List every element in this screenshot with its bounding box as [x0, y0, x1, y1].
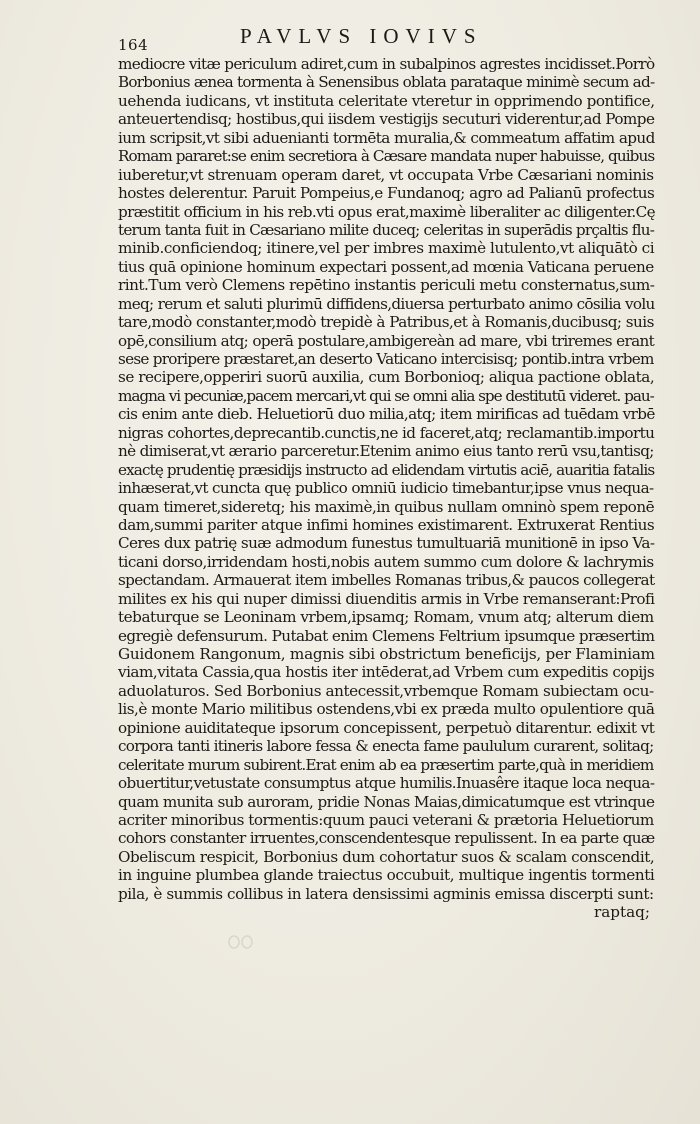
text-line: obuertitur,vetustate consumptus atque humilis.Inuasêre itaque loca nequa- — [118, 774, 655, 793]
text-line: nè dimiserat,vt ærario parceretur.Etenim animo eius tanto rerū vsu,tantisq; — [118, 442, 654, 461]
text-line: opinione auiditateque ipsorum concepissent, perpetuò ditarentur. edixit vt — [118, 718, 655, 737]
text-line: ium scripsit,vt sibi aduenianti tormēta muralia,& commeatum affatim apud — [118, 128, 655, 147]
text-line: nigras cohortes,deprecantib.cunctis,ne id faceret,atq; reclamantib.importu — [118, 423, 655, 442]
text-line: meq; rerum et saluti plurimū diffidens,diuersa perturbato animo cōsilia volu — [118, 294, 655, 313]
text-line: Borbonius ænea tormenta à Senensibus oblata parataque minimè secum ad- — [118, 73, 655, 92]
text-line: quam munita sub auroram, pridie Nonas Maias,dimicatumque est vtrinque — [118, 792, 655, 811]
text-line: exactę prudentię præsidijs instructo ad elidendam virtutis aciē, auaritia fatalis — [118, 460, 655, 479]
text-line: corpora tanti itineris labore fessa & enecta fame paululum curarent, solitaq; — [118, 737, 654, 756]
text-line: minib.conficiendoq; itinere,vel per imbres maximè lutulento,vt aliquātò ci — [118, 239, 655, 258]
text-line: hostes delerentur. Paruit Pompeius,e Fundanoq; agro ad Palianū profectus — [118, 184, 655, 203]
running-title: PAVLVS IOVIVS — [240, 24, 483, 48]
text-line: egregiè defensurum. Putabat enim Clemens Feltrium ipsumque præsertim — [118, 626, 655, 645]
text-line: acriter minoribus tormentis:quum pauci veterani & prætoria Heluetiorum — [118, 810, 654, 829]
text-line: tius quā opinione hominum expectari possent,ad mœnia Vaticana peruene — [118, 257, 654, 276]
text-line: mediocre vitæ periculum adiret,cum in subalpinos agrestes incidisset.Porrò — [118, 55, 655, 73]
text-line: tare,modò constanter,modò trepidè à Patribus,et à Romanis,ducibusq; suis — [118, 313, 654, 332]
text-line: quam timeret,sideretq; his maximè,in quibus nullam omninò spem reponē — [118, 497, 655, 516]
text-line: Romam pararet:se enim secretiora à Cæsare mandata nuper habuisse, quibus — [118, 147, 655, 166]
running-head — [118, 24, 698, 54]
text-line: opē,consilium atq; operā postulare,ambigereàn ad mare, vbi triremes erant — [118, 331, 655, 350]
text-line: sese proripere præstaret,an deserto Vaticano intercisisq; pontib.intra vrbem — [118, 350, 654, 368]
text-line: aduolaturos. Sed Borbonius antecessit,vrbemque Romam subiectam ocu- — [118, 681, 654, 700]
text-line: magna vi pecuniæ,pacem mercari,vt qui se omni alia spe destitutū videret. pau- — [118, 386, 654, 405]
text-line: præstitit officium in his reb.vti opus erat,maximè liberaliter ac diligenter.Cę — [118, 202, 655, 221]
text-line: iuberetur,vt strenuam operam daret, vt occupata Vrbe Cæsariani nominis — [118, 165, 654, 184]
text-line: tebaturque se Leoninam vrbem,ipsamq; Romam, vnum atq; alterum diem — [118, 608, 654, 627]
text-line: in inguine plumbea glande traiectus occubuit, multique ingentis tormenti — [118, 866, 655, 885]
ink-bleed-mark — [228, 935, 254, 949]
text-line: inhæserat,vt cuncta quę publico omniū iudicio timebantur,ipse vnus nequa- — [118, 479, 654, 498]
text-line: milites ex his qui nuper dimissi diuenditis armis in Vrbe remanserant:Profi — [118, 589, 655, 608]
text-line: Obeliscum respicit, Borbonius dum cohortatur suos & scalam conscendit, — [118, 847, 655, 866]
text-line: raptaq; — [593, 903, 650, 922]
text-line: cohors constanter irruentes,conscendentesque repulissent. In ea parte quæ — [118, 829, 655, 848]
text-line: lis,è monte Mario militibus ostendens,vbi ex præda multo opulentiore quā — [118, 700, 655, 719]
text-line: se recipere,opperiri suorū auxilia, cum Borbonioq; aliqua pactione oblata, — [118, 368, 655, 387]
page-number: 164 — [118, 36, 149, 54]
text-line: anteuertendisq; hostibus,qui iisdem vestigijs secuturi viderentur,ad Pompe — [118, 110, 655, 129]
text-line: celeritate murum subirent.Erat enim ab ea præsertim parte,quà in meridiem — [118, 755, 654, 774]
text-line: spectandam. Armauerat item imbelles Romanas tribus,& paucos collegerat — [118, 571, 655, 590]
text-line: terum tanta fuit in Cæsariano milite duceq; celeritas in superādis prçaltis flu- — [118, 220, 655, 239]
text-line: pila, è summis collibus in latera densissimi agminis emissa discerpti sunt: — [118, 884, 654, 903]
text-line: Ceres dux patrię suæ admodum funestus tumultuariā munitionē in ipso Va- — [118, 534, 655, 553]
body-text — [118, 55, 654, 922]
text-line: cis enim ante dieb. Heluetiorū duo milia,atq; item mirificas ad tuēdam vrbē — [118, 405, 655, 424]
text-line: uehenda iudicans, vt instituta celeritate vteretur in opprimendo pontifice, — [118, 91, 655, 110]
text-line: viam,vitata Cassia,qua hostis iter intēderat,ad Vrbem cum expeditis copijs — [118, 663, 655, 682]
text-line: rint.Tum verò Clemens repētino instantis periculi metu consternatus,sum- — [118, 276, 655, 295]
text-line: dam,summi pariter atque infimi homines existimarent. Extruxerat Rentius — [118, 515, 655, 534]
text-line: Guidonem Rangonum, magnis sibi obstrictum beneficijs, per Flaminiam — [118, 645, 655, 663]
text-line: ticani dorso,irridendam hosti,nobis autem summo cum dolore & lachrymis — [118, 552, 654, 571]
